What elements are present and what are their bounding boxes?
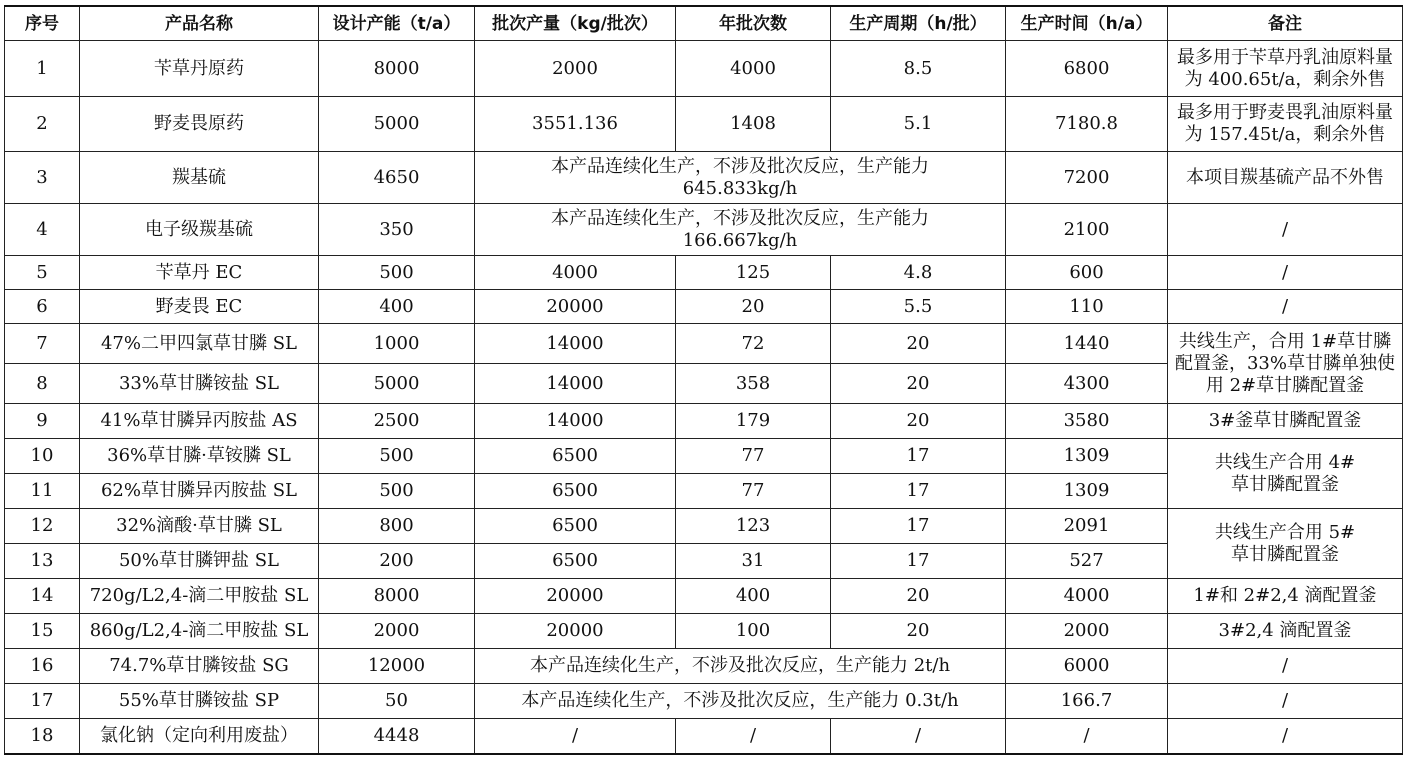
cell-cycle: 5.5 (831, 290, 1006, 324)
cell-name: 32%滴酸·草甘膦 SL (80, 509, 319, 544)
table-row (5, 579, 1403, 614)
cell-time: 527 (1006, 544, 1168, 579)
cell-time: 4300 (1006, 364, 1168, 404)
cell-no: 13 (5, 544, 80, 579)
cell-cycle: 17 (831, 544, 1006, 579)
cell-no: 5 (5, 256, 80, 290)
cell-time: 6000 (1006, 649, 1168, 684)
cell-batches: 358 (676, 364, 831, 404)
cell-time: 1440 (1006, 324, 1168, 364)
cell-merged-note: 共线生产合用 4#草甘膦配置釜 (1168, 439, 1403, 509)
cell-name: 55%草甘膦铵盐 SP (80, 684, 319, 719)
cell-note: / (1168, 290, 1403, 324)
cell-merged-note: 共线生产，合用 1#草甘膦配置釜，33%草甘膦单独使用 2#草甘膦配置釜 (1168, 324, 1403, 404)
cell-name: 苄草丹 EC (80, 256, 319, 290)
cell-cycle: 20 (831, 404, 1006, 439)
cell-cycle: 20 (831, 579, 1006, 614)
cell-batch: 14000 (475, 324, 676, 364)
cell-batches: 123 (676, 509, 831, 544)
table-row (5, 41, 1403, 97)
cell-time: 7200 (1006, 152, 1168, 204)
cell-continuous-production: 本产品连续化生产，不涉及批次反应，生产能力 2t/h (475, 649, 1006, 684)
cell-batches: 179 (676, 404, 831, 439)
cell-capacity: 8000 (319, 579, 475, 614)
cell-capacity: 5000 (319, 364, 475, 404)
cell-no: 12 (5, 509, 80, 544)
cell-capacity: 12000 (319, 649, 475, 684)
cell-batches: 400 (676, 579, 831, 614)
cell-batch: 2000 (475, 41, 676, 97)
cell-time: 2000 (1006, 614, 1168, 649)
cell-capacity: 2500 (319, 404, 475, 439)
cell-time: 2100 (1006, 204, 1168, 256)
cell-time: 166.7 (1006, 684, 1168, 719)
cell-batch: 20000 (475, 614, 676, 649)
table-row (5, 404, 1403, 439)
cell-capacity: 500 (319, 474, 475, 509)
cell-batch: 3551.136 (475, 97, 676, 152)
cell-no: 11 (5, 474, 80, 509)
col-header-notes: 备注 (1168, 6, 1403, 41)
cell-capacity: 50 (319, 684, 475, 719)
cell-continuous-production: 本产品连续化生产，不涉及批次反应，生产能力645.833kg/h (475, 152, 1006, 204)
cell-time: / (1006, 719, 1168, 754)
cell-no: 7 (5, 324, 80, 364)
table-row (5, 97, 1403, 152)
cell-batch: 14000 (475, 404, 676, 439)
cell-note: 本项目羰基硫产品不外售 (1168, 152, 1403, 204)
cell-no: 2 (5, 97, 80, 152)
cell-time: 6800 (1006, 41, 1168, 97)
cell-cycle: 5.1 (831, 97, 1006, 152)
cell-note: 最多用于苄草丹乳油原料量为 400.65t/a，剩余外售 (1168, 41, 1403, 97)
cell-time: 110 (1006, 290, 1168, 324)
cell-capacity: 4448 (319, 719, 475, 754)
cell-capacity: 4650 (319, 152, 475, 204)
cell-name: 野麦畏 EC (80, 290, 319, 324)
cell-note: 3#釜草甘膦配置釜 (1168, 404, 1403, 439)
cell-no: 8 (5, 364, 80, 404)
cell-name: 羰基硫 (80, 152, 319, 204)
cell-note: / (1168, 256, 1403, 290)
cell-capacity: 500 (319, 256, 475, 290)
cell-batches: 31 (676, 544, 831, 579)
cell-no: 14 (5, 579, 80, 614)
cell-no: 16 (5, 649, 80, 684)
cell-batches: 77 (676, 439, 831, 474)
cell-time: 2091 (1006, 509, 1168, 544)
cell-name: 47%二甲四氯草甘膦 SL (80, 324, 319, 364)
cell-cycle: 17 (831, 509, 1006, 544)
cell-name: 41%草甘膦异丙胺盐 AS (80, 404, 319, 439)
cell-name: 62%草甘膦异丙胺盐 SL (80, 474, 319, 509)
cell-batch: 4000 (475, 256, 676, 290)
cell-batches: 20 (676, 290, 831, 324)
cell-time: 4000 (1006, 579, 1168, 614)
cell-note: 3#2,4 滴配置釜 (1168, 614, 1403, 649)
table-row (5, 324, 1403, 364)
cell-batch: 6500 (475, 474, 676, 509)
table-row (5, 256, 1403, 290)
cell-batch: 6500 (475, 509, 676, 544)
cell-no: 18 (5, 719, 80, 754)
cell-batches: 4000 (676, 41, 831, 97)
cell-cycle: 20 (831, 614, 1006, 649)
cell-batch: 6500 (475, 439, 676, 474)
col-header-production-time: 生产时间（h/a） (1006, 6, 1168, 41)
cell-note: / (1168, 649, 1403, 684)
cell-continuous-production: 本产品连续化生产，不涉及批次反应，生产能力 0.3t/h (475, 684, 1006, 719)
cell-no: 10 (5, 439, 80, 474)
col-header-cycle: 生产周期（h/批） (831, 6, 1006, 41)
cell-batch: 14000 (475, 364, 676, 404)
cell-time: 7180.8 (1006, 97, 1168, 152)
cell-name: 50%草甘膦钾盐 SL (80, 544, 319, 579)
production-capacity-table (4, 5, 1403, 755)
cell-note: / (1168, 719, 1403, 754)
cell-batches: 100 (676, 614, 831, 649)
cell-name: 74.7%草甘膦铵盐 SG (80, 649, 319, 684)
cell-cycle: 8.5 (831, 41, 1006, 97)
cell-batch: 20000 (475, 290, 676, 324)
cell-cycle: 20 (831, 324, 1006, 364)
cell-time: 3580 (1006, 404, 1168, 439)
col-header-batches-per-year: 年批次数 (676, 6, 831, 41)
table-row (5, 439, 1403, 474)
cell-time: 1309 (1006, 439, 1168, 474)
cell-batches: 125 (676, 256, 831, 290)
cell-batches: / (676, 719, 831, 754)
cell-name: 860g/L2,4-滴二甲胺盐 SL (80, 614, 319, 649)
table-row (5, 152, 1403, 204)
cell-capacity: 5000 (319, 97, 475, 152)
cell-name: 苄草丹原药 (80, 41, 319, 97)
cell-cycle: 20 (831, 364, 1006, 404)
cell-capacity: 800 (319, 509, 475, 544)
table-row (5, 684, 1403, 719)
cell-no: 4 (5, 204, 80, 256)
cell-continuous-production: 本产品连续化生产，不涉及批次反应，生产能力166.667kg/h (475, 204, 1006, 256)
cell-name: 氯化钠（定向利用废盐） (80, 719, 319, 754)
cell-cycle: / (831, 719, 1006, 754)
cell-note: 1#和 2#2,4 滴配置釜 (1168, 579, 1403, 614)
cell-capacity: 400 (319, 290, 475, 324)
cell-merged-note: 共线生产合用 5#草甘膦配置釜 (1168, 509, 1403, 579)
cell-no: 9 (5, 404, 80, 439)
col-header-product-name: 产品名称 (80, 6, 319, 41)
cell-name: 33%草甘膦铵盐 SL (80, 364, 319, 404)
cell-batch: 20000 (475, 579, 676, 614)
cell-capacity: 2000 (319, 614, 475, 649)
table-row (5, 509, 1403, 544)
cell-batches: 77 (676, 474, 831, 509)
table-row (5, 649, 1403, 684)
cell-name: 36%草甘膦·草铵膦 SL (80, 439, 319, 474)
cell-note: 最多用于野麦畏乳油原料量为 157.45t/a，剩余外售 (1168, 97, 1403, 152)
col-header-no: 序号 (5, 6, 80, 41)
cell-time: 600 (1006, 256, 1168, 290)
table-row (5, 290, 1403, 324)
table-row (5, 204, 1403, 256)
cell-name: 720g/L2,4-滴二甲胺盐 SL (80, 579, 319, 614)
table-row (5, 719, 1403, 754)
cell-no: 3 (5, 152, 80, 204)
cell-cycle: 4.8 (831, 256, 1006, 290)
table-row (5, 614, 1403, 649)
cell-batch: / (475, 719, 676, 754)
cell-note: / (1168, 204, 1403, 256)
cell-capacity: 200 (319, 544, 475, 579)
cell-capacity: 500 (319, 439, 475, 474)
cell-capacity: 8000 (319, 41, 475, 97)
header-row (5, 6, 1403, 41)
col-header-batch-output: 批次产量（kg/批次） (475, 6, 676, 41)
cell-no: 1 (5, 41, 80, 97)
cell-no: 15 (5, 614, 80, 649)
cell-cycle: 17 (831, 474, 1006, 509)
cell-batches: 1408 (676, 97, 831, 152)
cell-batches: 72 (676, 324, 831, 364)
col-header-capacity: 设计产能（t/a） (319, 6, 475, 41)
cell-note: / (1168, 684, 1403, 719)
cell-no: 6 (5, 290, 80, 324)
cell-time: 1309 (1006, 474, 1168, 509)
cell-capacity: 1000 (319, 324, 475, 364)
cell-capacity: 350 (319, 204, 475, 256)
cell-cycle: 17 (831, 439, 1006, 474)
cell-name: 野麦畏原药 (80, 97, 319, 152)
cell-name: 电子级羰基硫 (80, 204, 319, 256)
cell-no: 17 (5, 684, 80, 719)
cell-batch: 6500 (475, 544, 676, 579)
